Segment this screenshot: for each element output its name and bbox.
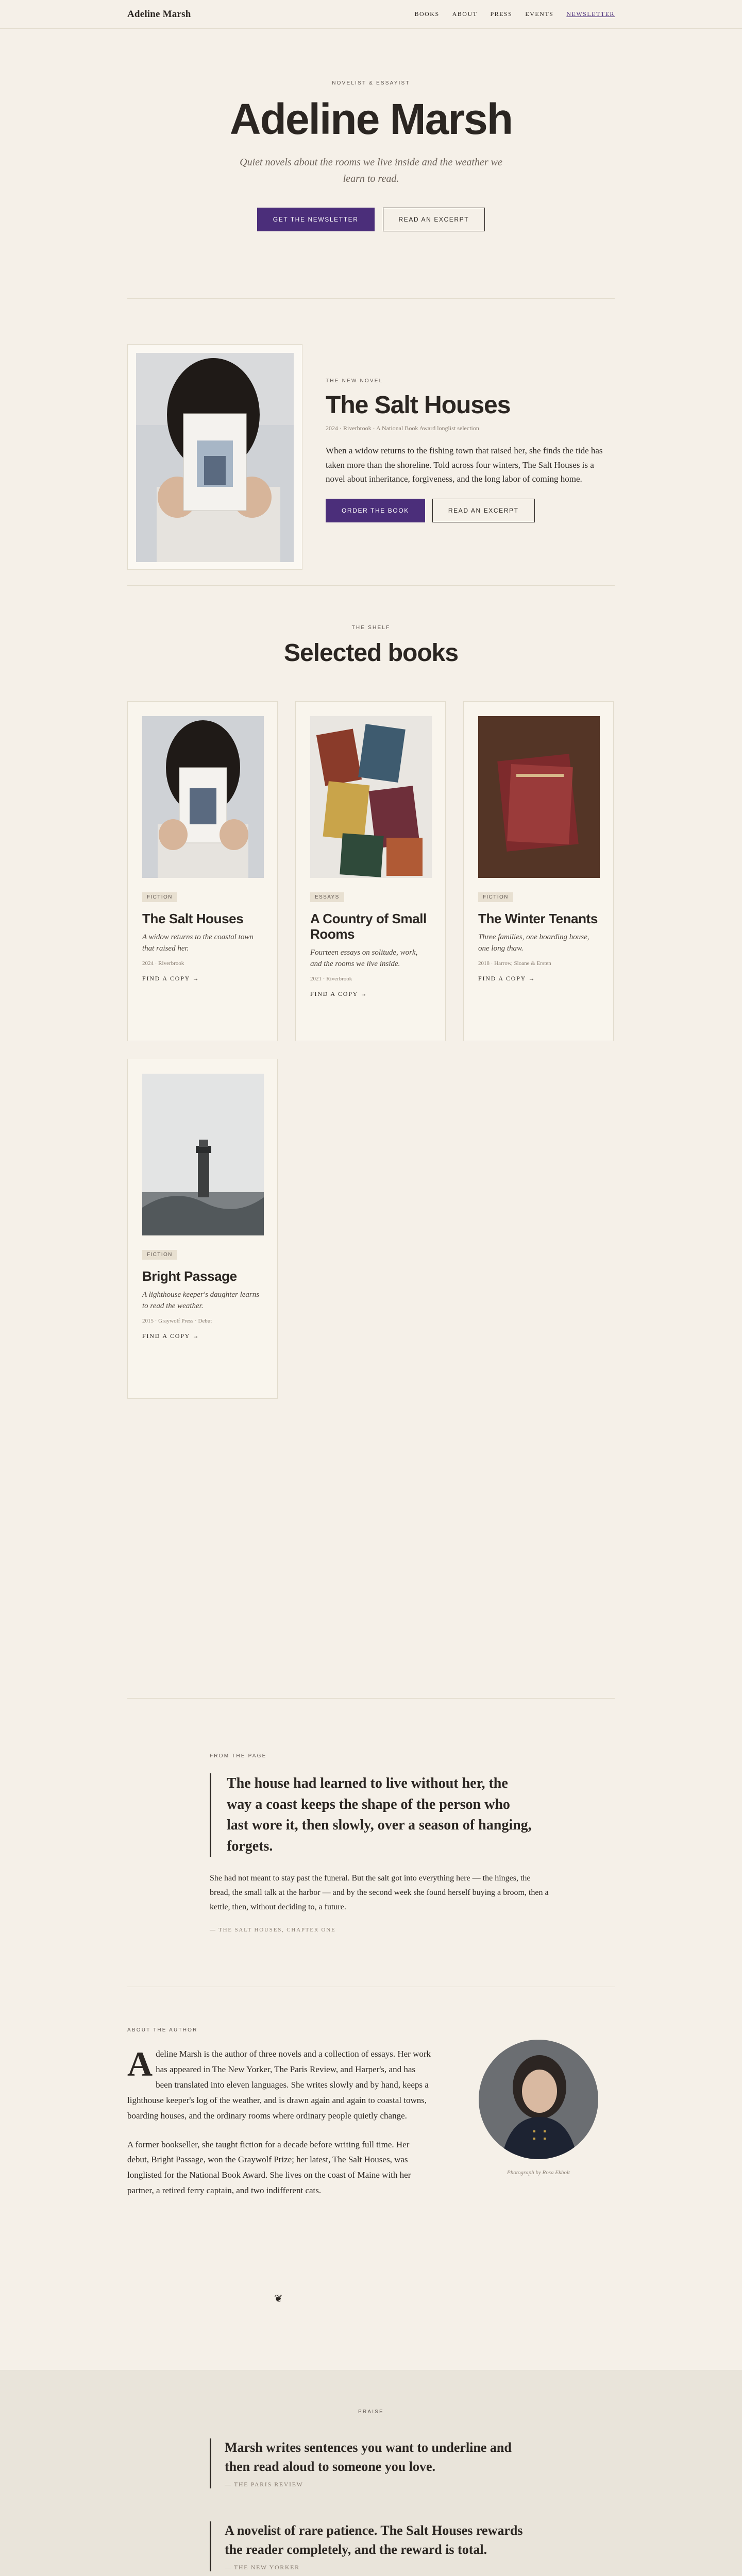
featured-description: When a widow returns to the fishing town that raised her, she finds the tide has taken more than the shoreline. Told across four winters, The Salt Houses is a novel about inheritance, forgiveness, and the long labor of coming home. (326, 446, 603, 484)
featured-eyebrow: THE NEW NOVEL (326, 378, 383, 384)
featured-details (326, 344, 614, 585)
find-copy-link[interactable]: FIND A COPY → (142, 1332, 200, 1340)
excerpt-section (127, 1698, 615, 1987)
nav-links (414, 10, 615, 18)
featured-title: The Salt Houses (326, 392, 511, 419)
fleuron-ornament: ❦ (274, 2293, 283, 2304)
about-paragraph-1: Adeline Marsh is the author of three novels and a collection of essays. Her work has appeared in The New Yorker, The Paris Review, and Harper's, and has been translated into eleven languages. She writes slowly and by hand, keeps a lighthouse keeper's log of the weather, and is drawn again and again to coastal towns, boarding houses, and the ordinary rooms where ordinary people quietly change. (127, 2044, 431, 2121)
excerpt-eyebrow: FROM THE PAGE (210, 1753, 267, 1759)
excerpt-quote: The house had learned to live without her, the way a coast keeps the shape of the person who last wore it, then slowly, over a season of hanging, forgets. (210, 1773, 534, 1857)
featured-cover-frame (127, 344, 302, 570)
author-portrait (479, 2040, 598, 2159)
nav-link-newsletter[interactable]: NEWSLETTER (566, 10, 615, 18)
excerpt-body: She had not meant to stay past the funeral. But the salt got into everything here — the hinges, the bread, the small talk at the harbor — and by the second week she found herself buying a broom, then a kettle, then, without deciding to, a future. (210, 1874, 549, 1912)
book-meta: 2024 · Riverbrook (142, 960, 184, 967)
praise-quote (210, 2438, 539, 2488)
book-meta: 2021 · Riverbrook (310, 976, 352, 982)
praise-list (210, 2438, 539, 2576)
book-description: A lighthouse keeper's daughter learns to read the weather. (142, 1290, 260, 1310)
book-card[interactable] (127, 1059, 278, 1399)
find-copy-link[interactable]: FIND A COPY → (142, 975, 200, 982)
hero-eyebrow: NOVELIST & ESSAYIST (332, 80, 410, 86)
find-copy-link[interactable]: FIND A COPY → (310, 990, 368, 998)
order-book-button[interactable]: ORDER THE BOOK (326, 499, 425, 522)
top-nav (0, 0, 742, 29)
shelf-section (127, 585, 615, 1698)
shelf-title: Selected books (283, 639, 459, 667)
book-title[interactable]: Bright Passage (142, 1268, 237, 1284)
genre-badge: ESSAYS (310, 892, 344, 902)
praise-text: A novelist of rare patience. The Salt Houses rewards the reader completely, and the reward is total. (225, 2522, 523, 2557)
hero-title: Adeline Marsh (229, 95, 513, 143)
book-title[interactable]: A Country of Small Rooms (310, 911, 427, 942)
featured-book (0, 299, 742, 585)
about-text (127, 2027, 431, 2370)
book-cover-image[interactable] (310, 716, 432, 878)
book-title[interactable]: The Winter Tenants (478, 911, 598, 926)
book-meta: 2015 · Graywolf Press · Debut (142, 1318, 212, 1325)
genre-badge: FICTION (142, 892, 177, 902)
brand-logo[interactable]: Adeline Marsh (127, 8, 191, 20)
book-card[interactable] (127, 701, 278, 1041)
book-title[interactable]: The Salt Houses (142, 911, 244, 926)
praise-quote (210, 2521, 539, 2571)
drop-cap: A (127, 2044, 153, 2083)
praise-text: Marsh writes sentences you want to underline and then read aloud to someone you love. (225, 2440, 512, 2474)
newsletter-button[interactable]: GET THE NEWSLETTER (257, 208, 375, 231)
praise-eyebrow: PRAISE (358, 2409, 384, 2415)
shelf-eyebrow: THE SHELF (351, 625, 391, 631)
book-cover-image[interactable] (142, 716, 264, 878)
book-meta: 2018 · Harrow, Sloane & Ersten (478, 960, 551, 967)
book-cover-image[interactable] (142, 1074, 264, 1235)
about-paragraph-2: A former bookseller, she taught fiction for a decade before writing full time. Her debut, Bright Passage, won the Graywolf Prize; her latest, The Salt Houses, was longlisted for the National Book Award. She lives on the coast of Maine with her partner, a retired ferry captain, and two indifferent cats. (127, 2139, 411, 2196)
featured-buttons (326, 499, 614, 522)
book-description: Three families, one boarding house, one long thaw. (478, 933, 589, 953)
nav-link-press[interactable]: PRESS (490, 10, 513, 18)
about-eyebrow: ABOUT THE AUTHOR (127, 2027, 198, 2033)
portrait-caption: Photograph by Rosa Ekholt (507, 2170, 570, 2176)
excerpt-citation: — THE SALT HOUSES, CHAPTER ONE (210, 1927, 336, 1934)
book-description: A widow returns to the coastal town that raised her. (142, 933, 254, 953)
find-copy-link[interactable]: FIND A COPY → (478, 975, 536, 982)
book-grid (127, 701, 615, 1399)
about-section (127, 1987, 615, 2370)
praise-section (0, 2370, 742, 2576)
hero-tagline: Quiet novels about the rooms we live inside and the weather we learn to read. (240, 157, 502, 185)
nav-link-about[interactable]: ABOUT (452, 10, 478, 18)
book-card[interactable] (463, 701, 614, 1041)
praise-source: — THE NEW YORKER (225, 2563, 300, 2571)
nav-link-books[interactable]: BOOKS (414, 10, 440, 18)
featured-meta: 2024 · Riverbrook · A National Book Award longlist selection (326, 425, 479, 432)
genre-badge: FICTION (142, 1250, 177, 1260)
hero-section (127, 29, 615, 299)
featured-cover-image[interactable] (136, 353, 294, 562)
author-portrait-block (479, 2027, 598, 2370)
praise-source: — THE PARIS REVIEW (225, 2480, 303, 2488)
nav-link-events[interactable]: EVENTS (525, 10, 554, 18)
book-card[interactable] (295, 701, 446, 1041)
book-description: Fourteen essays on solitude, work, and the rooms we live inside. (310, 948, 418, 968)
hero-cta-row (127, 208, 615, 231)
featured-excerpt-button[interactable]: READ AN EXCERPT (432, 499, 535, 522)
book-cover-image[interactable] (478, 716, 600, 878)
read-excerpt-button[interactable]: READ AN EXCERPT (383, 208, 485, 231)
genre-badge: FICTION (478, 892, 513, 902)
